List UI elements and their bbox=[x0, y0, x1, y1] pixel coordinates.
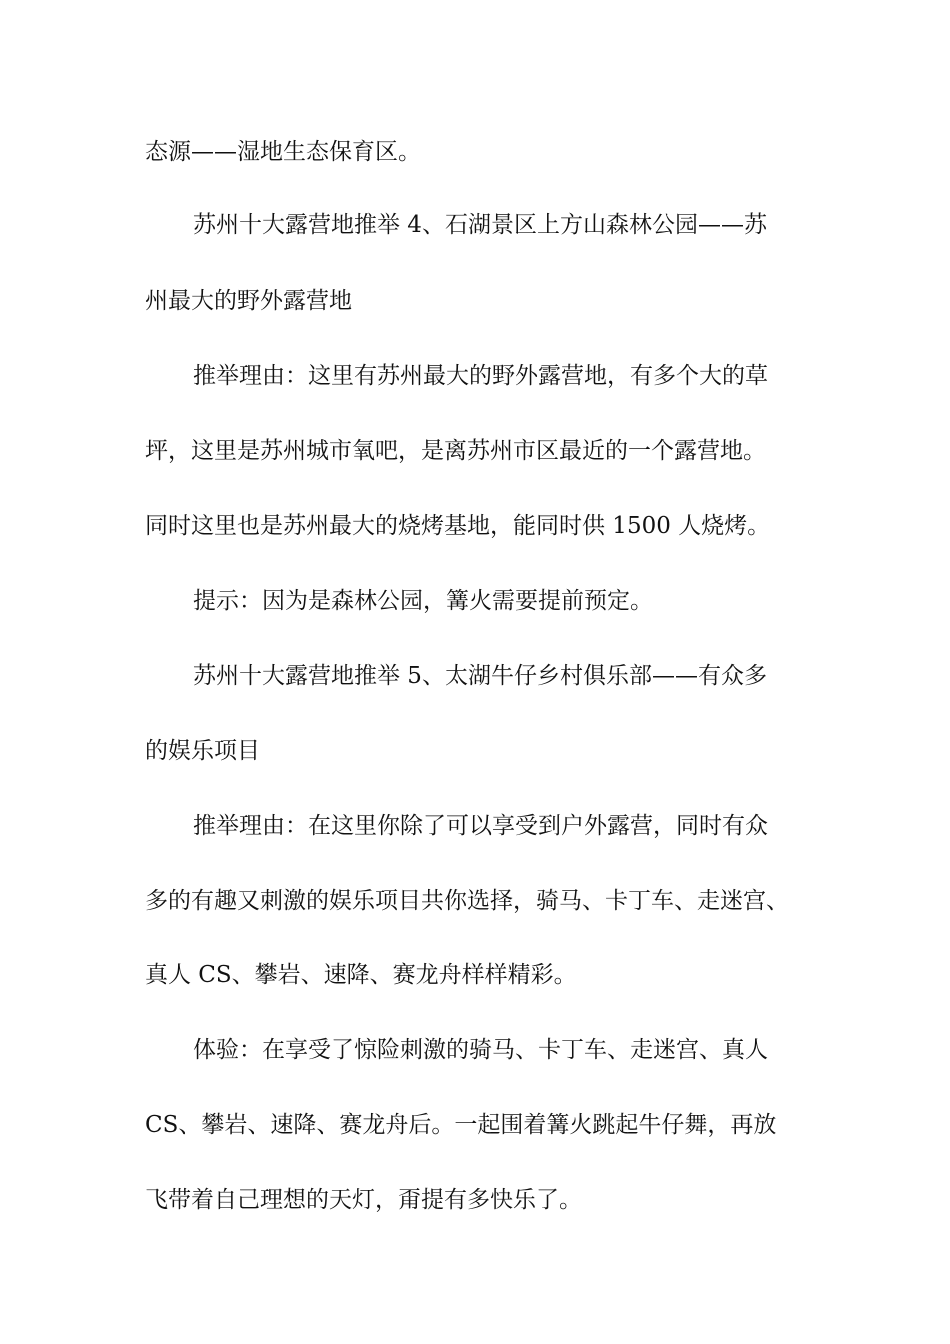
text-line: 态源——湿地生态保育区。 bbox=[145, 139, 421, 165]
text-line: 多的有趣又刺激的娱乐项目共你选择，骑马、卡丁车、走迷宫、 bbox=[145, 888, 789, 914]
text-line: 飞带着自己理想的天灯，甭提有多快乐了。 bbox=[145, 1187, 582, 1213]
text-line: 的娱乐项目 bbox=[145, 738, 260, 764]
text-line: 体验：在享受了惊险刺激的骑马、卡丁车、走迷宫、真人 bbox=[193, 1037, 768, 1063]
text-line: 推举理由：在这里你除了可以享受到户外露营，同时有众 bbox=[193, 813, 768, 839]
text-line: 提示：因为是森林公园，篝火需要提前预定。 bbox=[193, 588, 653, 614]
text-line: 州最大的野外露营地 bbox=[145, 288, 352, 314]
text-line: CS、攀岩、速降、赛龙舟后。一起围着篝火跳起牛仔舞，再放 bbox=[145, 1112, 777, 1138]
text-line: 坪，这里是苏州城市氧吧，是离苏州市区最近的一个露营地。 bbox=[145, 438, 766, 464]
text-line: 推举理由：这里有苏州最大的野外露营地，有多个大的草 bbox=[193, 363, 768, 389]
text-line: 同时这里也是苏州最大的烧烤基地，能同时供 1500 人烧烤。 bbox=[145, 513, 771, 539]
text-line: 苏州十大露营地推举 4、石湖景区上方山森林公园——苏 bbox=[193, 212, 767, 238]
text-line: 苏州十大露营地推举 5、太湖牛仔乡村俱乐部——有众多 bbox=[193, 663, 767, 689]
text-line: 真人 CS、攀岩、速降、赛龙舟样样精彩。 bbox=[145, 962, 577, 988]
